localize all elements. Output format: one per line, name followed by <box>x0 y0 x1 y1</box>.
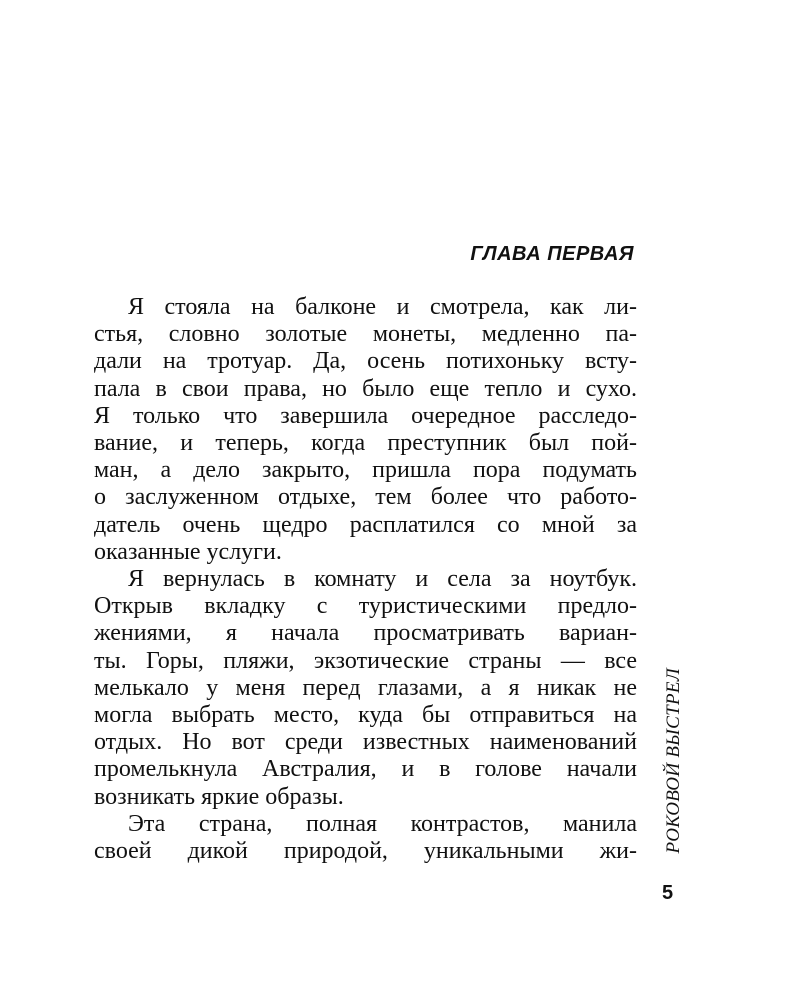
text-line: Я стояла на балконе и смотрела, как ли- <box>128 294 637 320</box>
text-line: Я вернулась в комнату и села за ноутбук. <box>128 566 637 593</box>
text-line: могла выбрать место, куда бы отправиться на <box>94 702 637 729</box>
text-line: дали на тротуар. Да, осень потихоньку всту- <box>94 348 637 375</box>
chapter-title: ГЛАВА ПЕРВАЯ <box>470 243 634 265</box>
text-line: ты. Горы, пляжи, экзотические страны — все <box>94 647 637 674</box>
text-line: возникать яркие образы. <box>94 783 344 810</box>
text-line: о заслуженном отдыхе, тем более что работо- <box>94 484 637 511</box>
text-line: датель очень щедро расплатился со мной за <box>94 511 637 538</box>
text-line: отдых. Но вот среди известных наименований <box>94 729 637 756</box>
text-line: Эта страна, полная контрастов, манила <box>128 810 637 837</box>
text-line: Я только что завершила очередное расследо- <box>94 402 637 429</box>
text-line: стья, словно золотые монеты, медленно па- <box>94 321 637 348</box>
text-line: жениями, я начала просматривать вариан- <box>94 620 637 647</box>
text-line: Открыв вкладку с туристическими предло- <box>94 593 637 620</box>
text-line: мелькало у меня перед глазами, а я никак не <box>94 674 637 701</box>
text-line: своей дикой природой, уникальными жи- <box>94 838 637 865</box>
page-number: 5 <box>662 882 674 904</box>
text-line: оказанные услуги. <box>94 538 282 565</box>
text-line: вание, и теперь, когда преступник был пой- <box>94 430 637 457</box>
running-head <box>654 668 694 866</box>
text-line: промелькнула Австралия, и в голове начали <box>94 756 637 783</box>
text-line: ман, а дело закрыто, пришла пора подумать <box>94 457 637 484</box>
running-title: РОКОВОЙ ВЫСТРЕЛ <box>663 668 684 854</box>
body-text <box>94 294 637 865</box>
text-line: пала в свои права, но было еще тепло и сухо. <box>94 375 637 402</box>
